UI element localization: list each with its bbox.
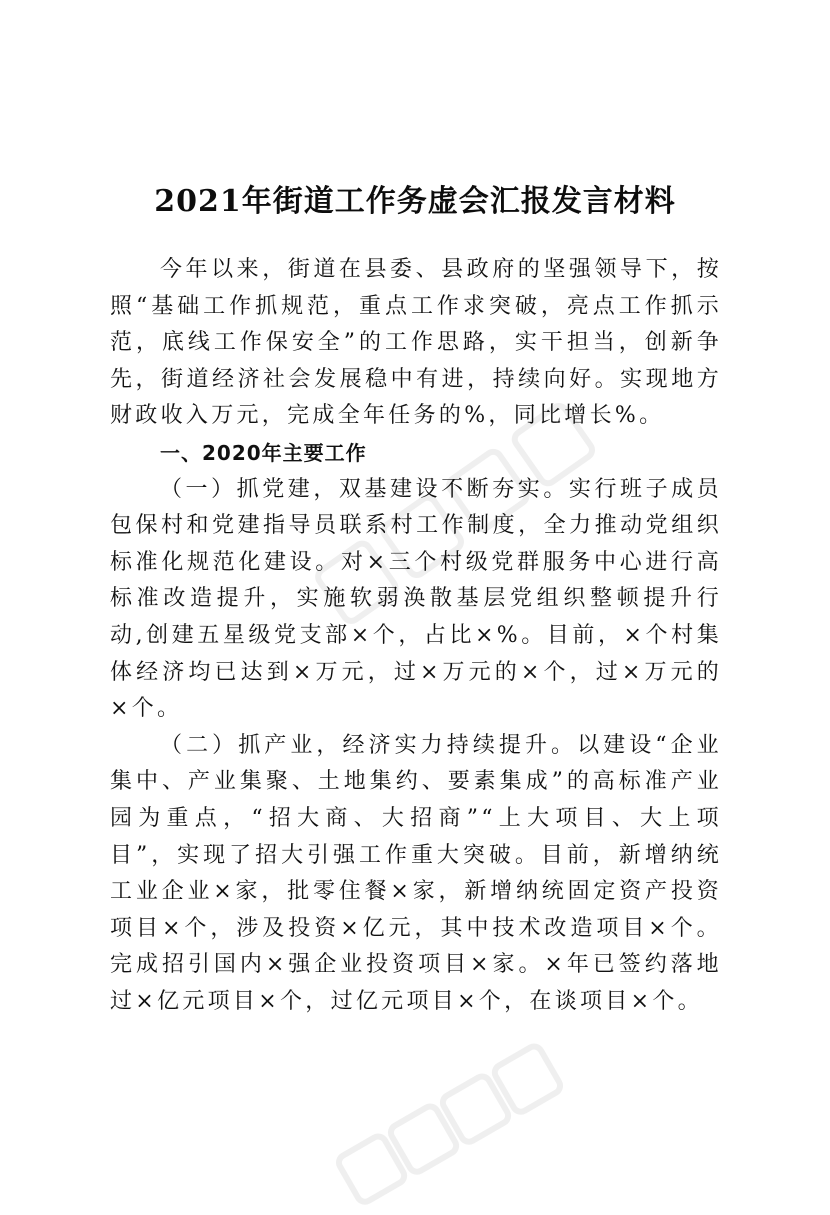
document-body (110, 252, 722, 1020)
item-2-body: 以建设“企业集中、产业集聚、土地集约、要素集成”的高标准产业园为重点，“招大商、大招商”“上大项目、大上项目”，实现了招大引强工作重大突破。目前，新增纳统工业企业×家，批零住餐×家，新增纳统固定资产投资项目×个，涉及投资×亿元，其中技术改造项目×个。完成招引国内×强企业投资项目×家。×年已签约落地过×亿元项目×个，过亿元项目×个，在谈项目×个。 (110, 732, 722, 1014)
watermark-graphic-bottom (329, 1035, 572, 1215)
item-2-lead: （二）抓产业，经济实力持续提升。 (160, 732, 578, 758)
item-1-paragraph (110, 472, 722, 728)
intro-paragraph: 今年以来，街道在县委、县政府的坚强领导下，按照“基础工作抓规范，重点工作求突破，亮点工作抓示范，底线工作保安全”的工作思路，实干担当，创新争先，街道经济社会发展稳中有进，持续向好。实现地方财政收入万元，完成全年任务的%，同比增长%。 (110, 257, 722, 429)
item-1-lead: （一）抓党建，双基建设不断夯实。 (160, 476, 569, 502)
document-title: 2021年街道工作务虚会汇报发言材料 (154, 184, 676, 219)
item-1-body: 实行班子成员包保村和党建指导员联系村工作制度，全力推动党组织标准化规范化建设。对×三个村级党群服务中心进行高标准改造提升，实施软弱涣散基层党组织整顿提升行动,创建五星级党支部×个，占比×%。目前，×个村集体经济均已达到×万元，过×万元的×个，过×万元的×个。 (110, 476, 722, 722)
section-heading: 一、2020年主要工作 (160, 440, 367, 465)
item-2-paragraph (110, 728, 722, 1021)
